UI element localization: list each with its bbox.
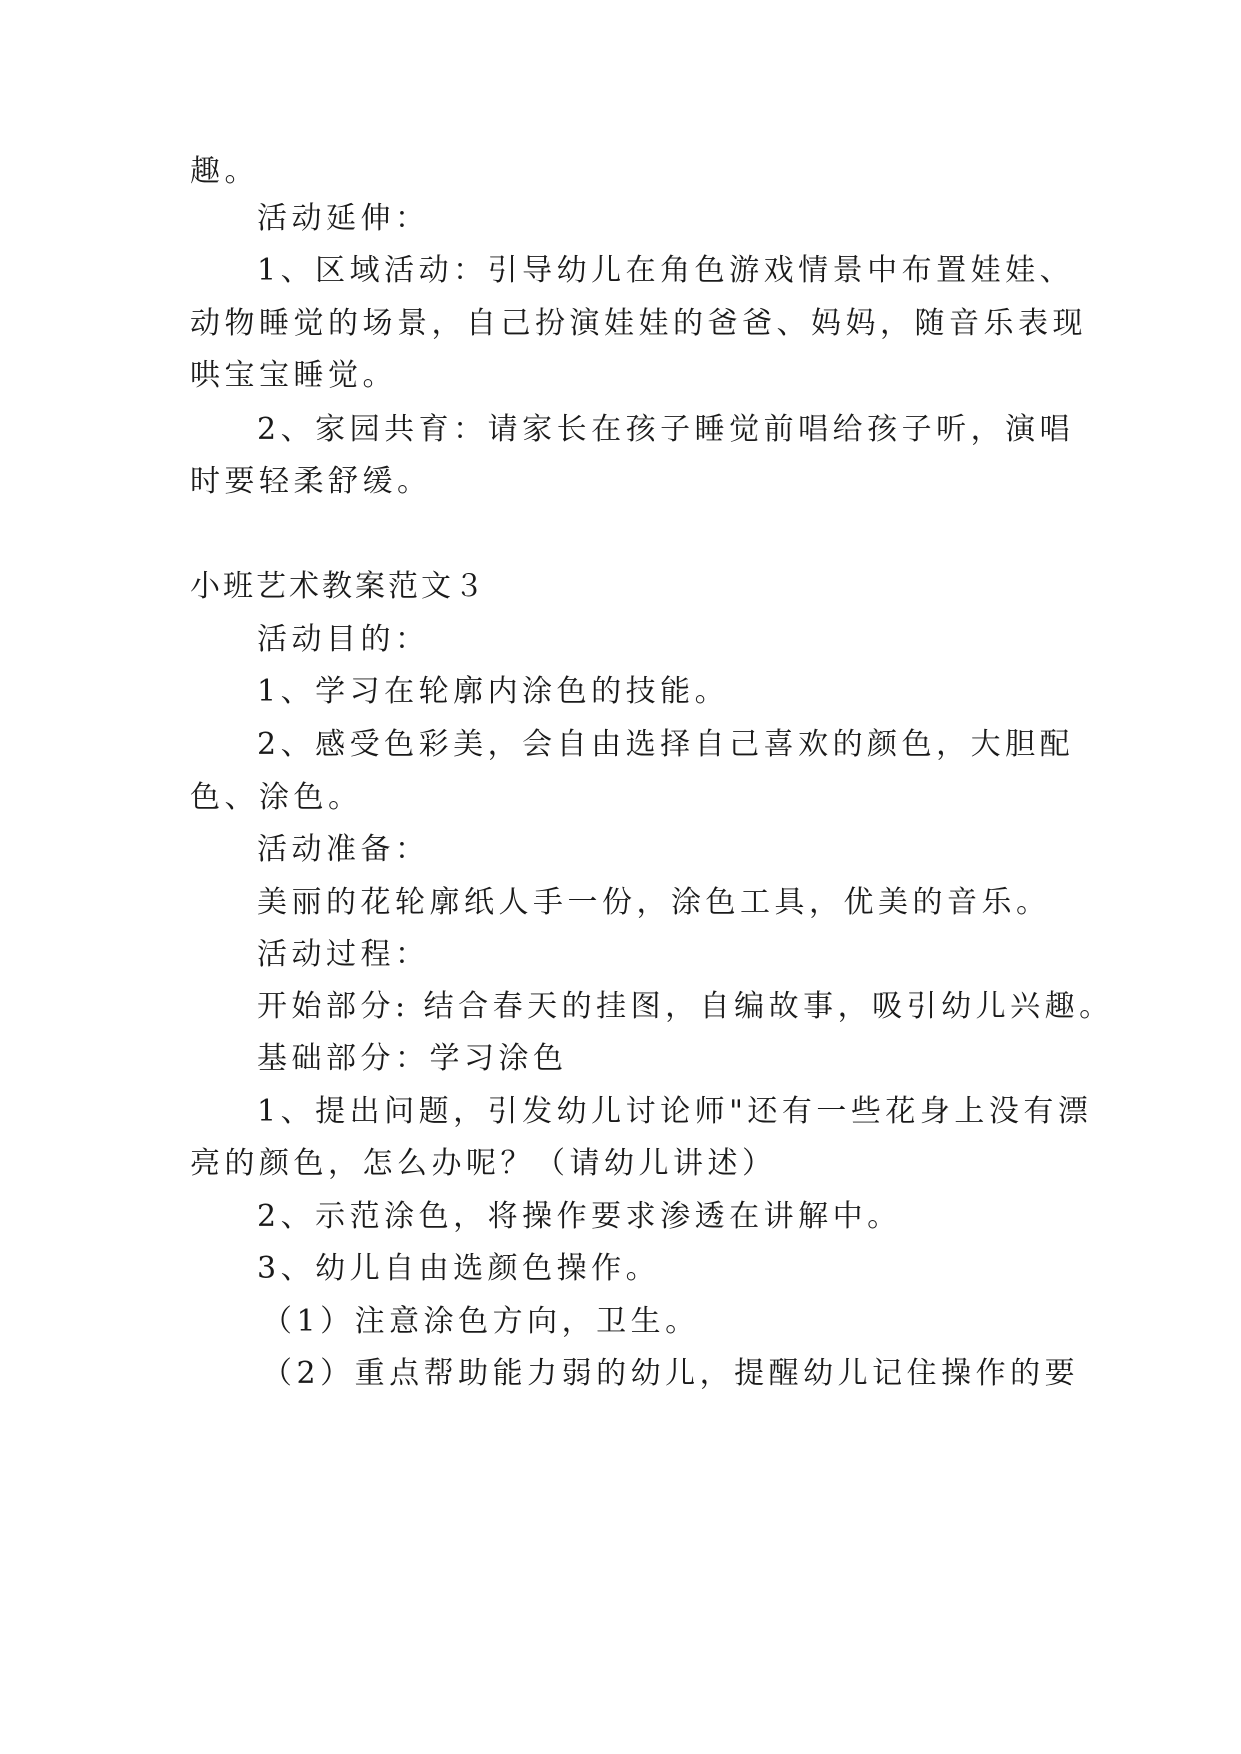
document-title: 小班艺术教案范文３ — [190, 569, 487, 604]
text-line: （1）注意涂色方向，卫生。 — [262, 1304, 700, 1339]
text-line: 基础部分：学习涂色 — [257, 1041, 568, 1076]
text-line: 时要轻柔舒缓。 — [190, 464, 432, 499]
section-heading: 活动目的： — [257, 622, 430, 657]
text-line: 亮的颜色，怎么办呢？（请幼儿讲述） — [190, 1146, 777, 1181]
text-line: 3、幼儿自由选颜色操作。 — [257, 1251, 661, 1286]
text-line: 动物睡觉的场景，自己扮演娃娃的爸爸、妈妈，随音乐表现 — [190, 306, 1087, 341]
text-line: 2、示范涂色，将操作要求渗透在讲解中。 — [257, 1199, 902, 1234]
text-line: 色、涂色。 — [190, 780, 363, 815]
text-line: 哄宝宝睡觉。 — [190, 358, 397, 393]
text-line: 美丽的花轮廓纸人手一份，涂色工具，优美的音乐。 — [257, 885, 1051, 920]
text-line: 2、家园共育：请家长在孩子睡觉前唱给孩子听，演唱 — [257, 412, 1075, 447]
section-heading: 活动准备： — [257, 832, 430, 867]
section-heading: 活动过程： — [257, 937, 430, 972]
text-line: 1、学习在轮廓内涂色的技能。 — [257, 674, 730, 709]
text-line: 2、感受色彩美，会自由选择自己喜欢的颜色，大胆配 — [257, 727, 1075, 762]
text-line: （2）重点帮助能力弱的幼儿，提醒幼儿记住操作的要 — [262, 1356, 1080, 1391]
text-line: 1、提出问题，引发幼儿讨论师"还有一些花身上没有漂 — [257, 1094, 1093, 1129]
text-line: 开始部分: 结合春天的挂图，自编故事，吸引幼儿兴趣。 — [257, 989, 1114, 1024]
text-line: 趣。 — [190, 154, 259, 189]
text-line: 1、区域活动：引导幼儿在角色游戏情景中布置娃娃、 — [257, 253, 1075, 288]
section-heading: 活动延伸： — [257, 201, 430, 236]
